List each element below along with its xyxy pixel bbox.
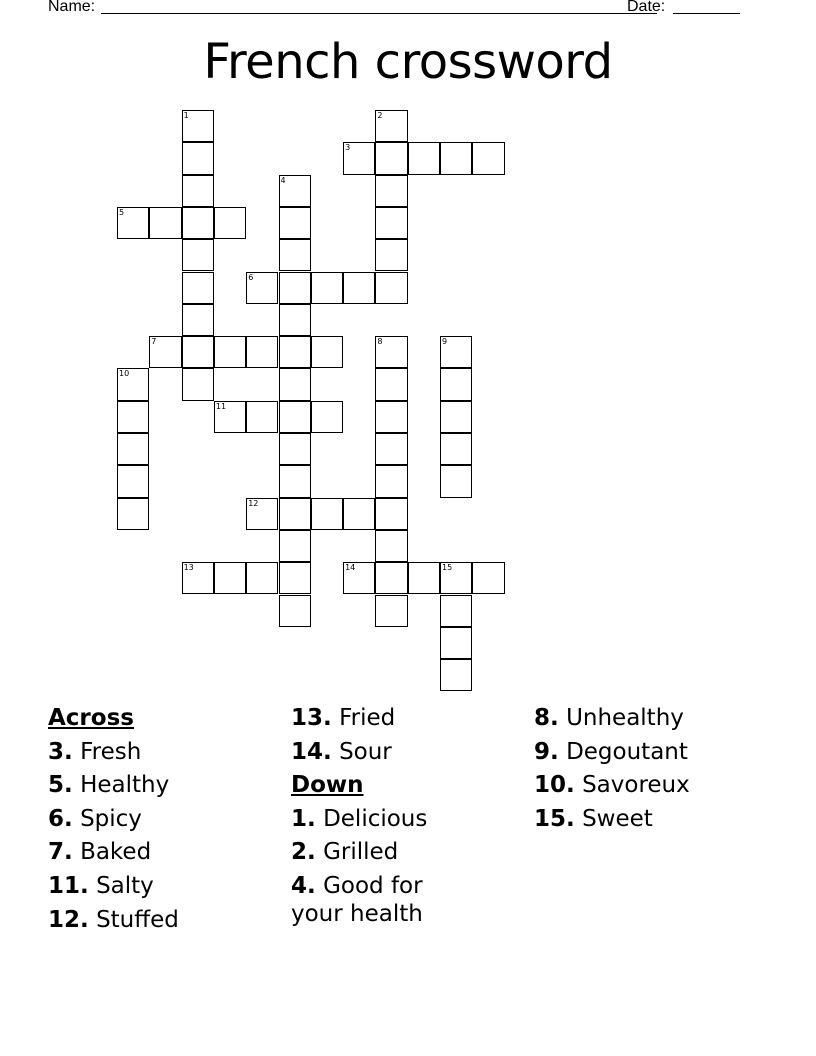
- grid-cell[interactable]: [279, 465, 311, 497]
- clue-down-10: [534, 769, 774, 803]
- clue-number: 12.: [48, 906, 89, 933]
- grid-cell[interactable]: [440, 627, 472, 659]
- grid-cell[interactable]: [375, 142, 407, 174]
- grid-cell[interactable]: [375, 239, 407, 271]
- grid-cell[interactable]: [214, 336, 246, 368]
- grid-cell[interactable]: [311, 336, 343, 368]
- clue-across-14: [291, 736, 531, 770]
- clue-across-6: [48, 803, 288, 837]
- cell-number: 3: [345, 143, 351, 153]
- cell-number: 15: [442, 563, 453, 573]
- grid-cell[interactable]: [279, 562, 311, 594]
- clue-down-8: [534, 702, 774, 736]
- grid-cell[interactable]: [182, 175, 214, 207]
- grid-cell[interactable]: [117, 207, 149, 239]
- grid-cell[interactable]: [182, 562, 214, 594]
- grid-cell[interactable]: [182, 368, 214, 400]
- down-heading: Down: [291, 772, 364, 799]
- clue-number: 15.: [534, 805, 575, 832]
- grid-cell[interactable]: [279, 239, 311, 271]
- cell-number: 10: [119, 369, 130, 379]
- grid-cell[interactable]: [311, 498, 343, 530]
- cell-number: 9: [442, 337, 448, 347]
- grid-cell[interactable]: [182, 336, 214, 368]
- clue-text: Salty: [96, 872, 154, 899]
- cell-number: 1: [183, 111, 189, 120]
- grid-cell[interactable]: [440, 401, 472, 433]
- clue-across-13: [291, 702, 531, 736]
- grid-cell[interactable]: [472, 142, 504, 174]
- grid-cell[interactable]: [279, 272, 311, 304]
- clue-down-4: [291, 870, 451, 928]
- grid-cell[interactable]: [246, 336, 278, 368]
- clues-column-3: [534, 702, 774, 836]
- clue-number: 3.: [48, 738, 73, 765]
- cell-number: 14: [345, 563, 356, 573]
- clue-text: Fresh: [80, 738, 142, 765]
- grid-cell[interactable]: [182, 110, 214, 142]
- clue-number: 10.: [534, 772, 575, 799]
- clue-across-11: [48, 870, 288, 904]
- cell-number: 8: [377, 337, 383, 347]
- clue-down-15: [534, 803, 774, 837]
- date-field[interactable]: [673, 0, 740, 14]
- clue-down-9: [534, 736, 774, 770]
- clue-number: 13.: [291, 705, 332, 731]
- clue-text: Stuffed: [96, 906, 179, 933]
- grid-cell[interactable]: [440, 336, 472, 368]
- grid-cell[interactable]: [408, 142, 440, 174]
- cell-number: 7: [151, 337, 157, 347]
- clue-number: 6.: [48, 805, 73, 832]
- grid-cell[interactable]: [246, 498, 278, 530]
- clue-number: 14.: [291, 738, 332, 765]
- grid-cell[interactable]: [149, 207, 181, 239]
- grid-cell[interactable]: [279, 433, 311, 465]
- grid-cell[interactable]: [149, 336, 181, 368]
- grid-cell[interactable]: [375, 175, 407, 207]
- grid-cell[interactable]: [375, 595, 407, 627]
- clue-down-2: [291, 836, 531, 870]
- grid-cell[interactable]: [117, 401, 149, 433]
- clue-number: 11.: [48, 872, 89, 899]
- cell-number: 2: [377, 111, 383, 120]
- grid-cell[interactable]: [375, 433, 407, 465]
- clue-text: Good for your health: [291, 872, 423, 927]
- grid-cell[interactable]: [214, 401, 246, 433]
- grid-cell[interactable]: [440, 433, 472, 465]
- crossword-grid: [117, 110, 517, 700]
- grid-cell[interactable]: [375, 368, 407, 400]
- grid-cell[interactable]: [279, 498, 311, 530]
- clue-number: 4.: [291, 872, 316, 899]
- grid-cell[interactable]: [440, 659, 472, 691]
- clue-text: Degoutant: [566, 738, 688, 765]
- grid-cell[interactable]: [214, 562, 246, 594]
- clue-text: Sweet: [582, 805, 653, 832]
- name-field[interactable]: [101, 0, 657, 14]
- clue-text: Grilled: [323, 839, 399, 866]
- grid-cell[interactable]: [117, 433, 149, 465]
- clue-number: 9.: [534, 738, 559, 765]
- grid-cell[interactable]: [375, 498, 407, 530]
- clue-across-5: [48, 769, 288, 803]
- grid-cell[interactable]: [279, 304, 311, 336]
- grid-cell[interactable]: [311, 401, 343, 433]
- clue-across-7: [48, 836, 288, 870]
- cell-number: 11: [215, 401, 227, 411]
- clues-column-1: [48, 702, 288, 937]
- cell-number: 5: [119, 207, 125, 217]
- clue-text: Healthy: [80, 772, 170, 799]
- grid-cell[interactable]: [214, 207, 246, 239]
- grid-cell[interactable]: [375, 465, 407, 497]
- clue-number: 7.: [48, 839, 73, 866]
- clue-down-1: [291, 803, 531, 837]
- grid-cell[interactable]: [440, 562, 472, 594]
- grid-cell[interactable]: [311, 272, 343, 304]
- clue-text: Unhealthy: [566, 705, 684, 731]
- clue-text: Sour: [339, 738, 392, 765]
- grid-cell[interactable]: [440, 465, 472, 497]
- grid-cell[interactable]: [279, 175, 311, 207]
- clue-text: Spicy: [80, 805, 142, 832]
- grid-cell[interactable]: [246, 401, 278, 433]
- grid-cell[interactable]: [279, 401, 311, 433]
- grid-cell[interactable]: [375, 336, 407, 368]
- grid-cell[interactable]: [182, 272, 214, 304]
- cell-number: 12: [248, 498, 259, 508]
- grid-cell[interactable]: [279, 368, 311, 400]
- cell-number: 13: [183, 563, 194, 573]
- clue-across-3: [48, 736, 288, 770]
- across-heading: Across: [48, 705, 134, 731]
- name-label: Name:: [48, 0, 96, 15]
- cell-number: 4: [280, 175, 286, 185]
- clues-column-2: [291, 702, 531, 928]
- grid-cell[interactable]: [343, 498, 375, 530]
- grid-cell[interactable]: [343, 562, 375, 594]
- grid-cell[interactable]: [375, 272, 407, 304]
- grid-cell[interactable]: [117, 465, 149, 497]
- grid-cell[interactable]: [182, 207, 214, 239]
- grid-cell[interactable]: [182, 142, 214, 174]
- grid-cell[interactable]: [182, 239, 214, 271]
- grid-cell[interactable]: [117, 368, 149, 400]
- grid-cell[interactable]: [440, 595, 472, 627]
- clue-text: Delicious: [323, 805, 428, 832]
- grid-cell[interactable]: [279, 336, 311, 368]
- clue-text: Savoreux: [582, 772, 690, 799]
- grid-cell[interactable]: [117, 498, 149, 530]
- grid-cell[interactable]: [375, 530, 407, 562]
- grid-cell[interactable]: [246, 562, 278, 594]
- grid-cell[interactable]: [440, 368, 472, 400]
- clue-number: 5.: [48, 772, 73, 799]
- clue-text: Fried: [339, 705, 396, 731]
- grid-cell[interactable]: [246, 272, 278, 304]
- clue-number: 2.: [291, 839, 316, 866]
- clue-across-12: [48, 904, 288, 938]
- grid-cell[interactable]: [343, 142, 375, 174]
- grid-cell[interactable]: [279, 530, 311, 562]
- grid-cell[interactable]: [279, 595, 311, 627]
- grid-cell[interactable]: [375, 110, 407, 142]
- grid-cell[interactable]: [375, 562, 407, 594]
- cell-number: 6: [248, 272, 254, 282]
- grid-cell[interactable]: [440, 142, 472, 174]
- grid-cell[interactable]: [343, 272, 375, 304]
- header-row: [48, 0, 748, 18]
- clue-number: 8.: [534, 705, 559, 731]
- grid-cell[interactable]: [375, 207, 407, 239]
- clue-text: Baked: [80, 839, 152, 866]
- clue-number: 1.: [291, 805, 316, 832]
- date-label: Date:: [627, 0, 666, 15]
- grid-cell[interactable]: [182, 304, 214, 336]
- grid-cell[interactable]: [375, 401, 407, 433]
- page-title: French crossword: [203, 34, 613, 90]
- grid-cell[interactable]: [408, 562, 440, 594]
- grid-cell[interactable]: [472, 562, 504, 594]
- grid-cell[interactable]: [279, 207, 311, 239]
